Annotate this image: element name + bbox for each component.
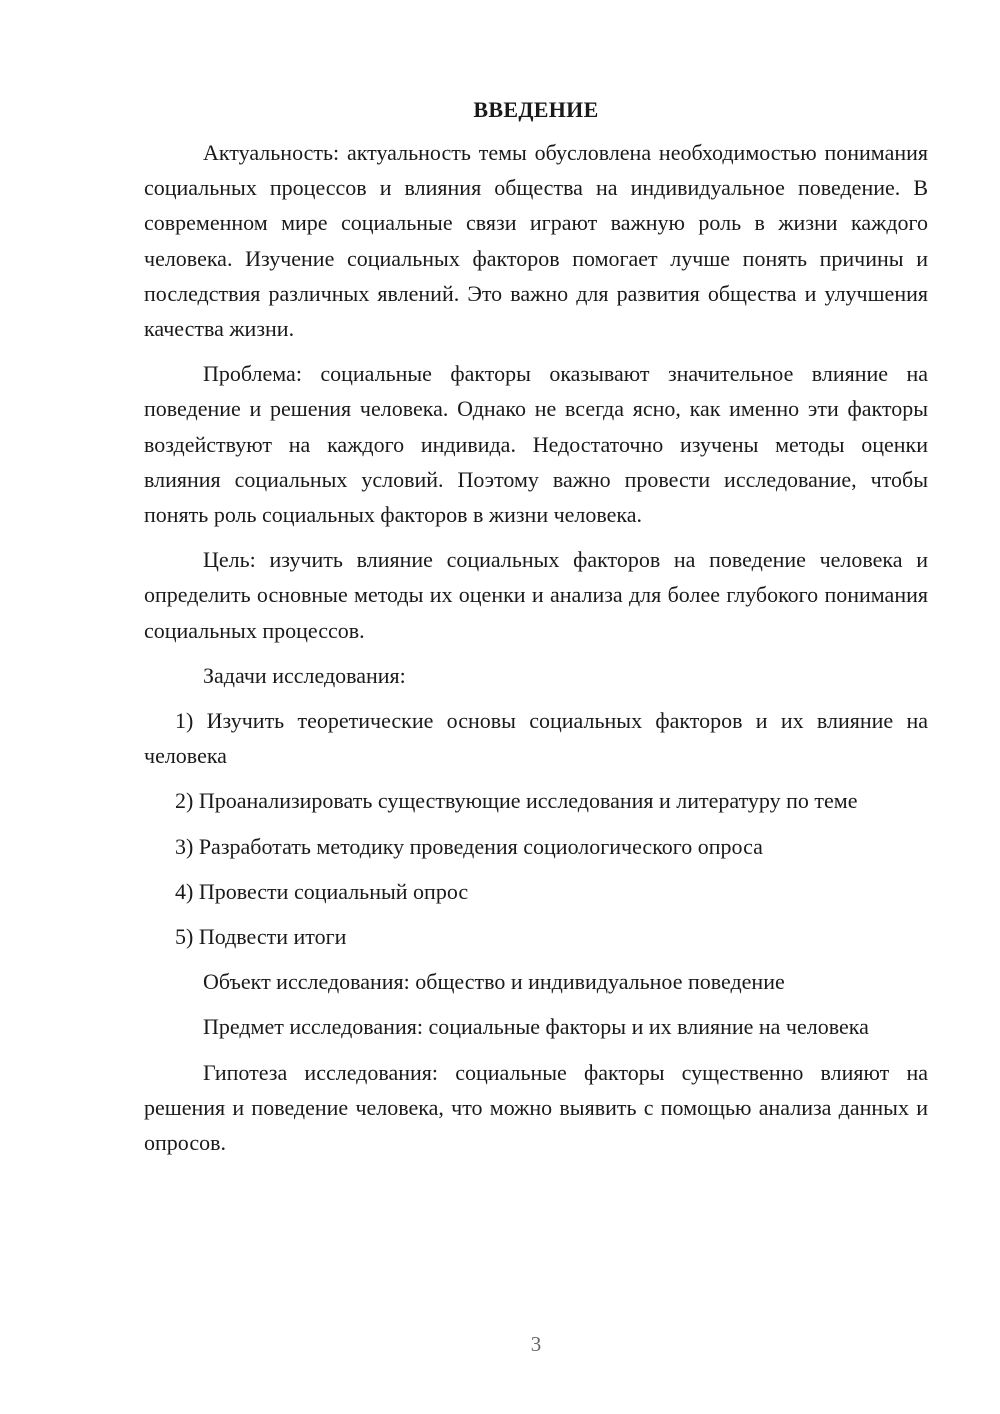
relevance-paragraph: Актуальность: актуальность темы обусловлена необходимостью понимания социальных процессов и влияния общества на индивидуальное поведение. В современном мире социальные связи играют важную роль в жизни каждого человека. Изучение социальных факторов помогает лучше понять причины и последствия различных явлений. Это важно для развития общества и улучшения качества жизни. bbox=[144, 140, 928, 342]
task-item-4: 4) Провести социальный опрос bbox=[175, 878, 469, 904]
task-item-1: 1) Изучить теоретические основы социальных факторов и их влияние на человека bbox=[144, 708, 928, 769]
hypothesis-paragraph: Гипотеза исследования: социальные факторы существенно влияют на решения и поведение человека, что можно выявить с помощью анализа данных и опросов. bbox=[144, 1059, 928, 1156]
section-title: ВВЕДЕНИЕ bbox=[473, 97, 599, 122]
task-item-2: 2) Проанализировать существующие исследования и литературу по теме bbox=[175, 788, 858, 814]
goal-paragraph: Цель: изучить влияние социальных факторов на поведение человека и определить основные методы их оценки и анализа для более глубокого понимания социальных процессов. bbox=[144, 547, 928, 643]
subject-paragraph: Предмет исследования: социальные факторы и их влияние на человека bbox=[203, 1014, 869, 1040]
problem-paragraph: Проблема: социальные факторы оказывают значительное влияние на поведение и решения человека. Однако не всегда ясно, как именно эти факторы воздействуют на каждого индивида. Недостаточно изучены методы оценки влияния социальных условий. Поэтому важно провести исследование, чтобы понять роль социальных факторов в жизни человека. bbox=[144, 361, 928, 528]
page-content bbox=[144, 92, 928, 1160]
task-item-5: 5) Подвести итоги bbox=[175, 924, 347, 950]
object-paragraph: Объект исследования: общество и индивидуальное поведение bbox=[203, 969, 785, 995]
page-number: 3 bbox=[530, 1332, 542, 1356]
tasks-heading: Задачи исследования: bbox=[203, 662, 406, 688]
task-item-3: 3) Разработать методику проведения социологического опроса bbox=[175, 833, 763, 859]
